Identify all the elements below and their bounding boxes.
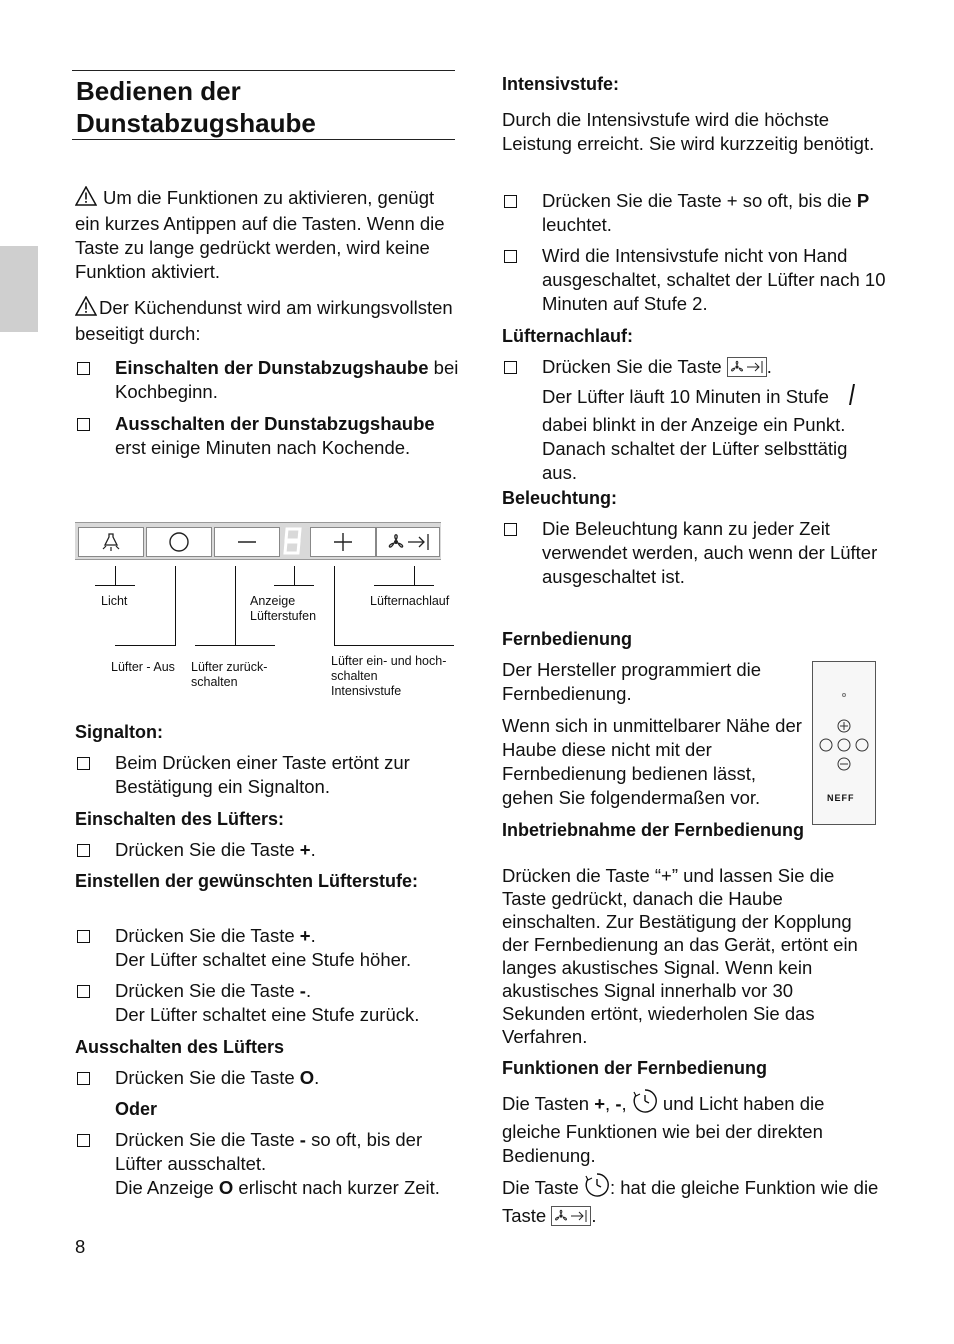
heading-intensivstufe: Intensivstufe: <box>502 74 620 94</box>
callout-line <box>235 566 236 646</box>
heading-funktionen: Funktionen der Fernbedienung <box>502 1058 767 1078</box>
remote-brand-logo: NEFF <box>827 793 855 803</box>
list-item: Einschalten der Dunstabzugshaube bei Kochbeginn. <box>75 356 460 404</box>
light-button <box>78 527 144 557</box>
fan-overrun-key-icon <box>727 357 767 383</box>
list-item: Drücken Sie die Taste - so oft, bis der Lüfter ausschaltet. Die Anzeige O erlischt nach kurzer Zeit. <box>75 1128 460 1200</box>
chapter-tab-marker <box>0 246 38 332</box>
label-zurueck: Lüfter zurück- schalten <box>191 660 268 689</box>
heading-einschalten: Einschalten des Lüfters: <box>75 809 285 829</box>
list-item: Wird die Intensivstufe nicht von Hand ausgeschaltet, schaltet der Lüfter nach 10 Minuten auf Stufe 2. <box>502 244 887 316</box>
label-licht: Licht <box>101 594 128 608</box>
seven-segment-1-icon <box>846 383 856 413</box>
callout-line <box>115 645 175 646</box>
circle-o-icon <box>168 531 190 553</box>
plus-icon <box>332 531 354 553</box>
checkbox-bullet-icon <box>77 418 90 431</box>
paragraph-fern-2: Wenn sich in unmittelbarer Nähe der Haube diese nicht mit der Fernbedienung bedienen lässt, gehen Sie folgendermaßen vor. <box>502 715 802 808</box>
warning-short-press: Um die Funktionen zu aktivieren, genügt ein kurzes Antippen auf die Tasten. Wenn die Taste zu lange gedrückt werden, wird keine Funktion aktiviert. <box>75 187 445 282</box>
list-item: Ausschalten der Dunstabzugshaube erst einige Minuten nach Kochende. <box>75 412 460 460</box>
callout-line <box>374 585 434 586</box>
timer-icon <box>584 1172 610 1204</box>
list-item: Drücken Sie die Taste O. <box>75 1066 460 1090</box>
seven-segment-8-icon <box>282 526 304 556</box>
checkbox-bullet-icon <box>77 844 90 857</box>
callout-line <box>334 645 454 646</box>
fan-down-button <box>214 527 280 557</box>
heading-nachlauf: Lüfternachlauf: <box>502 326 634 346</box>
list-item: Drücken Sie die Taste -. Der Lüfter schaltet eine Stufe zurück. <box>75 979 460 1027</box>
fan-overrun-key-icon <box>551 1206 591 1232</box>
warning-kitchen-vapour: Der Küchendunst wird am wirkungsvollsten beseitigt durch: <box>75 297 453 344</box>
callout-line <box>195 645 275 646</box>
minus-icon <box>236 531 258 553</box>
heading-fernbedienung: Fernbedienung <box>502 629 632 649</box>
list-item: Die Beleuchtung kann zu jeder Zeit verwendet werden, auch wenn der Lüfter ausgeschaltet ist. <box>502 517 887 589</box>
checkbox-bullet-icon <box>77 362 90 375</box>
control-panel-diagram <box>75 522 441 560</box>
list-item: Drücken Sie die Taste +. <box>75 838 460 862</box>
label-anzeige: Anzeige Lüfterstufen <box>250 594 317 623</box>
warning-triangle-icon <box>75 186 97 212</box>
callout-line <box>175 566 176 646</box>
paragraph-funktionen-1: Die Tasten +, -, und Licht haben die gleiche Funktionen wie bei der direkten Bedienung. <box>502 1088 887 1168</box>
checkbox-bullet-icon <box>77 757 90 770</box>
warning-triangle-icon <box>75 296 97 322</box>
paragraph-inbetriebnahme: Drücken die Taste “+” und lassen Sie die Taste gedrückt, danach die Haube einschalten. Zur Bestätigung der Kopplung der Fernbedienung an das Gerät, ertönt ein langes akustisches Signal. Wenn kein akustisches Signal innerhalb vor 30 Sekunden ertönt, wiederholen Sie das Verfahren. <box>502 865 858 1047</box>
checkbox-bullet-icon <box>77 1072 90 1085</box>
callout-line <box>274 585 314 586</box>
label-nachlauf: Lüfternachlauf <box>370 594 450 608</box>
checkbox-bullet-icon <box>504 250 517 263</box>
timer-icon <box>632 1088 658 1120</box>
list-item: Drücken Sie die Taste . Der Lüfter läuft 10 Minuten in Stufe dabei blinkt in der Anzeige ein Punkt. Danach schaltet der Lüfter selbsttätig aus. <box>502 355 887 485</box>
oder-label: Oder <box>115 1099 158 1119</box>
callout-line <box>95 585 135 586</box>
fan-overrun-button <box>376 527 440 557</box>
list-item: Drücken Sie die Taste + so oft, bis die P leuchtet. <box>502 189 887 237</box>
checkbox-bullet-icon <box>77 985 90 998</box>
page-number: 8 <box>75 1236 86 1257</box>
heading-beleuchtung: Beleuchtung: <box>502 488 617 508</box>
label-hochschalten: Lüfter ein- und hoch- schalten Intensivstufe <box>331 654 447 698</box>
label-aus: Lüfter - Aus <box>111 660 175 674</box>
checkbox-bullet-icon <box>77 1134 90 1147</box>
section-title-box <box>72 70 455 140</box>
paragraph-funktionen-2: Die Taste : hat die gleiche Funktion wie die Taste . <box>502 1172 887 1232</box>
paragraph-intensivstufe: Durch die Intensivstufe wird die höchste Leistung erreicht. Sie wird kurzzeitig benötigt. <box>502 109 875 154</box>
list-item: Drücken Sie die Taste +. Der Lüfter schaltet eine Stufe höher. <box>75 924 460 972</box>
page-title: Bedienen der Dunstabzugshaube <box>76 76 316 138</box>
checkbox-bullet-icon <box>504 523 517 536</box>
callout-line <box>414 566 415 586</box>
heading-signalton: Signalton: <box>75 722 163 742</box>
list-item: Beim Drücken einer Taste ertönt zur Bestätigung ein Signalton. <box>75 751 460 799</box>
lamp-icon <box>100 531 122 553</box>
callout-line <box>334 566 335 646</box>
fan-off-button <box>146 527 212 557</box>
heading-einstellen: Einstellen der gewünschten Lüfterstufe: <box>75 871 419 891</box>
heading-inbetriebnahme: Inbetriebnahme der Fernbedienung <box>502 820 805 840</box>
checkbox-bullet-icon <box>504 195 517 208</box>
fan-up-button <box>310 527 376 557</box>
heading-ausschalten: Ausschalten des Lüfters <box>75 1037 285 1057</box>
remote-control-image <box>812 661 876 825</box>
callout-line <box>115 566 116 586</box>
fan-overrun-icon <box>384 531 432 553</box>
fan-level-display <box>280 527 306 555</box>
callout-line <box>294 566 295 586</box>
checkbox-bullet-icon <box>504 361 517 374</box>
checkbox-bullet-icon <box>77 930 90 943</box>
paragraph-fern-1: Der Hersteller programmiert die Fernbedienung. <box>502 659 762 704</box>
